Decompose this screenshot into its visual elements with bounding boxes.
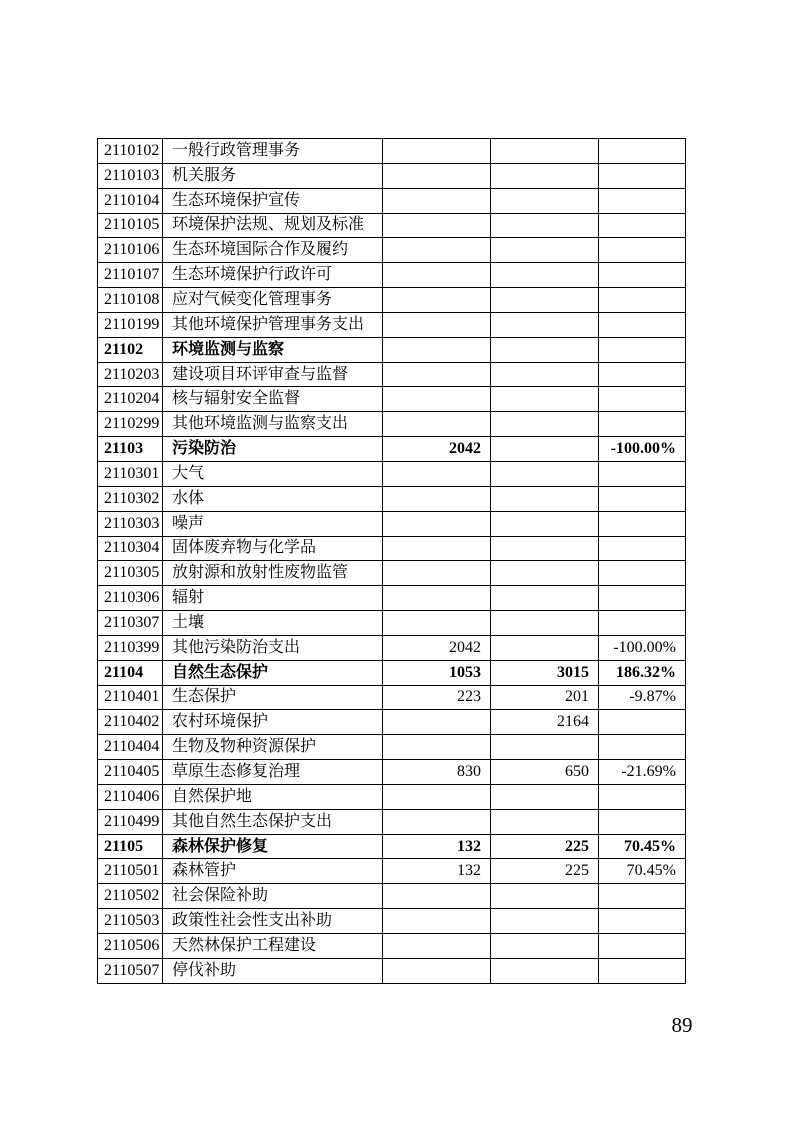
row-code: 2110307 — [98, 611, 163, 636]
row-value1: 132 — [383, 834, 491, 859]
row-value1 — [383, 461, 491, 486]
row-percent — [599, 312, 686, 337]
row-name: 其他自然生态保护支出 — [163, 809, 383, 834]
row-value2 — [491, 884, 599, 909]
row-code: 2110406 — [98, 784, 163, 809]
row-code: 2110501 — [98, 859, 163, 884]
row-name: 环境监测与监察 — [163, 337, 383, 362]
row-percent — [599, 139, 686, 164]
row-code: 2110399 — [98, 635, 163, 660]
row-percent — [599, 263, 686, 288]
row-code: 2110405 — [98, 760, 163, 785]
row-percent: -9.87% — [599, 685, 686, 710]
table-row — [98, 660, 686, 685]
row-value2 — [491, 139, 599, 164]
row-name: 自然生态保护 — [163, 660, 383, 685]
row-value1 — [383, 784, 491, 809]
row-name: 其他环境保护管理事务支出 — [163, 312, 383, 337]
row-percent — [599, 561, 686, 586]
row-percent: 70.45% — [599, 834, 686, 859]
row-code: 2110305 — [98, 561, 163, 586]
row-code: 2110105 — [98, 213, 163, 238]
row-code: 2110404 — [98, 735, 163, 760]
row-percent — [599, 809, 686, 834]
row-value2: 225 — [491, 834, 599, 859]
page-number: 89 — [671, 1013, 693, 1037]
row-value1: 223 — [383, 685, 491, 710]
row-value2 — [491, 536, 599, 561]
row-percent — [599, 238, 686, 263]
table-row — [98, 586, 686, 611]
row-value2 — [491, 263, 599, 288]
row-code: 2110301 — [98, 461, 163, 486]
row-name: 生态环境保护行政许可 — [163, 263, 383, 288]
row-value2 — [491, 809, 599, 834]
row-percent: 70.45% — [599, 859, 686, 884]
row-code: 2110304 — [98, 536, 163, 561]
row-value2 — [491, 437, 599, 462]
row-value1 — [383, 139, 491, 164]
row-percent — [599, 511, 686, 536]
table-row — [98, 461, 686, 486]
row-value2 — [491, 486, 599, 511]
row-value2 — [491, 362, 599, 387]
row-code: 2110103 — [98, 163, 163, 188]
row-value1 — [383, 611, 491, 636]
row-code: 2110302 — [98, 486, 163, 511]
row-percent — [599, 288, 686, 313]
row-code: 2110303 — [98, 511, 163, 536]
row-code: 2110502 — [98, 884, 163, 909]
row-value1 — [383, 884, 491, 909]
table-row — [98, 486, 686, 511]
row-value2 — [491, 163, 599, 188]
table-row — [98, 934, 686, 959]
row-name: 土壤 — [163, 611, 383, 636]
row-value1: 2042 — [383, 635, 491, 660]
row-code: 2110199 — [98, 312, 163, 337]
row-name: 水体 — [163, 486, 383, 511]
row-percent — [599, 412, 686, 437]
row-percent — [599, 486, 686, 511]
row-percent — [599, 213, 686, 238]
row-percent — [599, 611, 686, 636]
row-value1 — [383, 909, 491, 934]
row-value2 — [491, 312, 599, 337]
budget-table-body — [98, 139, 686, 984]
row-code: 2110204 — [98, 387, 163, 412]
row-value2 — [491, 934, 599, 959]
row-name: 生态环境保护宣传 — [163, 188, 383, 213]
table-row — [98, 710, 686, 735]
row-code: 2110106 — [98, 238, 163, 263]
table-row — [98, 884, 686, 909]
row-value2: 201 — [491, 685, 599, 710]
row-percent — [599, 461, 686, 486]
row-value2 — [491, 586, 599, 611]
row-value1 — [383, 412, 491, 437]
row-value2 — [491, 735, 599, 760]
row-code: 2110107 — [98, 263, 163, 288]
row-percent — [599, 536, 686, 561]
row-name: 辐射 — [163, 586, 383, 611]
row-percent — [599, 188, 686, 213]
row-name: 机关服务 — [163, 163, 383, 188]
table-row — [98, 213, 686, 238]
row-percent — [599, 163, 686, 188]
table-row — [98, 611, 686, 636]
row-value2: 225 — [491, 859, 599, 884]
row-value1 — [383, 312, 491, 337]
table-row — [98, 412, 686, 437]
table-row — [98, 362, 686, 387]
table-row — [98, 635, 686, 660]
row-value1 — [383, 163, 491, 188]
row-percent: 186.32% — [599, 660, 686, 685]
table-row — [98, 909, 686, 934]
row-name: 应对气候变化管理事务 — [163, 288, 383, 313]
row-value1 — [383, 387, 491, 412]
row-value2 — [491, 561, 599, 586]
row-value1 — [383, 362, 491, 387]
row-value2 — [491, 635, 599, 660]
row-code: 2110503 — [98, 909, 163, 934]
row-value1 — [383, 213, 491, 238]
table-row — [98, 536, 686, 561]
row-value1 — [383, 288, 491, 313]
row-percent — [599, 362, 686, 387]
row-value2 — [491, 412, 599, 437]
table-row — [98, 511, 686, 536]
row-value2 — [491, 288, 599, 313]
row-percent — [599, 735, 686, 760]
row-percent — [599, 909, 686, 934]
row-name: 森林保护修复 — [163, 834, 383, 859]
table-row — [98, 163, 686, 188]
row-percent: -21.69% — [599, 760, 686, 785]
row-value1 — [383, 238, 491, 263]
row-value1: 2042 — [383, 437, 491, 462]
row-name: 农村环境保护 — [163, 710, 383, 735]
row-percent — [599, 337, 686, 362]
row-value2 — [491, 784, 599, 809]
row-value2 — [491, 958, 599, 983]
row-value1 — [383, 735, 491, 760]
row-value1 — [383, 337, 491, 362]
row-code: 2110203 — [98, 362, 163, 387]
table-row — [98, 312, 686, 337]
row-value2 — [491, 511, 599, 536]
row-name: 污染防治 — [163, 437, 383, 462]
row-value2: 2164 — [491, 710, 599, 735]
table-row — [98, 958, 686, 983]
table-row — [98, 859, 686, 884]
row-percent — [599, 710, 686, 735]
table-row — [98, 288, 686, 313]
table-row — [98, 809, 686, 834]
row-code: 21104 — [98, 660, 163, 685]
table-row — [98, 263, 686, 288]
row-name: 其他污染防治支出 — [163, 635, 383, 660]
row-value1 — [383, 809, 491, 834]
row-value1 — [383, 486, 491, 511]
row-code: 2110108 — [98, 288, 163, 313]
row-name: 核与辐射安全监督 — [163, 387, 383, 412]
row-value1 — [383, 263, 491, 288]
row-code: 2110401 — [98, 685, 163, 710]
row-code: 21103 — [98, 437, 163, 462]
row-name: 建设项目环评审查与监督 — [163, 362, 383, 387]
row-name: 一般行政管理事务 — [163, 139, 383, 164]
row-value2: 650 — [491, 760, 599, 785]
table-row — [98, 387, 686, 412]
row-code: 2110102 — [98, 139, 163, 164]
row-name: 天然林保护工程建设 — [163, 934, 383, 959]
table-row — [98, 437, 686, 462]
row-value2: 3015 — [491, 660, 599, 685]
row-name: 固体废弃物与化学品 — [163, 536, 383, 561]
row-value2 — [491, 611, 599, 636]
row-name: 社会保险补助 — [163, 884, 383, 909]
row-name: 草原生态修复治理 — [163, 760, 383, 785]
row-value2 — [491, 461, 599, 486]
row-percent — [599, 586, 686, 611]
row-name: 噪声 — [163, 511, 383, 536]
row-code: 2110499 — [98, 809, 163, 834]
row-percent: -100.00% — [599, 635, 686, 660]
row-name: 政策性社会性支出补助 — [163, 909, 383, 934]
row-value1 — [383, 511, 491, 536]
row-name: 生态保护 — [163, 685, 383, 710]
row-value1 — [383, 934, 491, 959]
row-code: 2110402 — [98, 710, 163, 735]
row-percent — [599, 934, 686, 959]
row-name: 生态环境国际合作及履约 — [163, 238, 383, 263]
table-row — [98, 188, 686, 213]
row-percent — [599, 784, 686, 809]
row-name: 环境保护法规、规划及标准 — [163, 213, 383, 238]
row-value1 — [383, 188, 491, 213]
table-row — [98, 238, 686, 263]
row-percent — [599, 958, 686, 983]
row-name: 放射源和放射性废物监管 — [163, 561, 383, 586]
row-code: 2110104 — [98, 188, 163, 213]
row-code: 2110306 — [98, 586, 163, 611]
row-value1 — [383, 958, 491, 983]
table-row — [98, 139, 686, 164]
row-value2 — [491, 188, 599, 213]
table-row — [98, 784, 686, 809]
row-name: 生物及物种资源保护 — [163, 735, 383, 760]
row-code: 2110299 — [98, 412, 163, 437]
table-row — [98, 735, 686, 760]
table-row — [98, 561, 686, 586]
row-name: 停伐补助 — [163, 958, 383, 983]
row-percent: -100.00% — [599, 437, 686, 462]
row-percent — [599, 387, 686, 412]
table-row — [98, 834, 686, 859]
row-value2 — [491, 213, 599, 238]
row-code: 21102 — [98, 337, 163, 362]
row-value2 — [491, 238, 599, 263]
row-percent — [599, 884, 686, 909]
row-value2 — [491, 387, 599, 412]
row-name: 其他环境监测与监察支出 — [163, 412, 383, 437]
row-code: 21105 — [98, 834, 163, 859]
row-value1 — [383, 536, 491, 561]
row-value1 — [383, 586, 491, 611]
row-name: 大气 — [163, 461, 383, 486]
row-value2 — [491, 909, 599, 934]
row-value2 — [491, 337, 599, 362]
row-value1: 1053 — [383, 660, 491, 685]
row-code: 2110507 — [98, 958, 163, 983]
table-row — [98, 760, 686, 785]
row-code: 2110506 — [98, 934, 163, 959]
table-row — [98, 337, 686, 362]
row-value1: 830 — [383, 760, 491, 785]
row-value1 — [383, 561, 491, 586]
row-name: 自然保护地 — [163, 784, 383, 809]
table-row — [98, 685, 686, 710]
row-value1: 132 — [383, 859, 491, 884]
budget-table — [97, 138, 686, 984]
row-name: 森林管护 — [163, 859, 383, 884]
row-value1 — [383, 710, 491, 735]
